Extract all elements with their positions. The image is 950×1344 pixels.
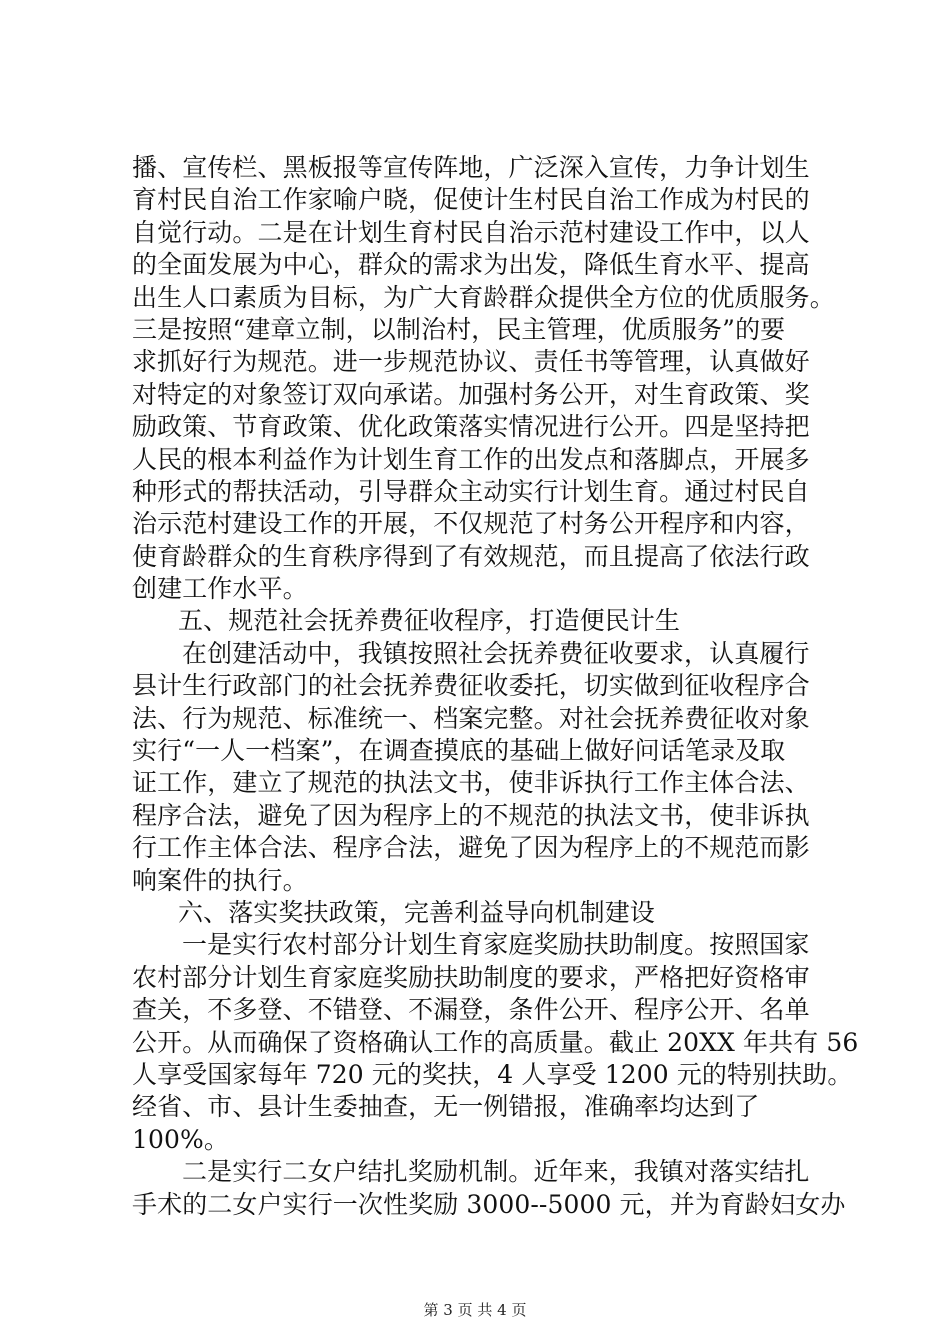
text-line: 县计生行政部门的社会抚养费征收委托，切实做到征收程序合 bbox=[132, 671, 810, 701]
text-line: 的全面发展为中心，群众的需求为出发，降低生育水平、提高 bbox=[132, 250, 810, 280]
section-heading: 六、落实奖扶政策，完善利益导向机制建设 bbox=[178, 897, 655, 927]
text-line: 人民的根本利益作为计划生育工作的出发点和落脚点，开展多 bbox=[132, 444, 810, 474]
text-line: 证工作，建立了规范的执法文书，使非诉执行工作主体合法、 bbox=[132, 768, 810, 798]
text-line: 自觉行动。二是在计划生育村民自治示范村建设工作中，以人 bbox=[132, 217, 810, 247]
text-line: 100%。 bbox=[132, 1124, 229, 1154]
text-line: 育村民自治工作家喻户晓，促使计生村民自治工作成为村民的 bbox=[132, 185, 810, 215]
text-line: 使育龄群众的生育秩序得到了有效规范，而且提高了依法行政 bbox=[132, 541, 810, 571]
text-line: 出生人口素质为目标，为广大育龄群众提供全方位的优质服务。 bbox=[132, 282, 835, 312]
text-line: 实行“一人一档案”，在调查摸底的基础上做好问话笔录及取 bbox=[132, 736, 786, 766]
text-line: 法、行为规范、标准统一、档案完整。对社会抚养费征收对象 bbox=[132, 703, 810, 733]
text-line: 播、宣传栏、黑板报等宣传阵地，广泛深入宣传，力争计划生 bbox=[132, 153, 810, 182]
text-line: 行工作主体合法、程序合法，避免了因为程序上的不规范而影 bbox=[132, 833, 810, 863]
text-line: 经省、市、县计生委抽查，无一例错报，准确率均达到了 bbox=[132, 1092, 760, 1122]
page-footer: 第 3 页 共 4 页 bbox=[423, 1301, 527, 1319]
text-line: 公开。从而确保了资格确认工作的高质量。截止 20XX 年共有 56 bbox=[132, 1027, 859, 1057]
text-line: 求抓好行为规范。进一步规范协议、责任书等管理，认真做好 bbox=[132, 347, 810, 377]
text-line: 手术的二女户实行一次性奖励 3000--5000 元，并为育龄妇女办 bbox=[132, 1189, 846, 1219]
text-line: 程序合法，避免了因为程序上的不规范的执法文书，使非诉执 bbox=[132, 800, 810, 830]
text-line: 二是实行二女户结扎奖励机制。近年来，我镇对落实结扎 bbox=[182, 1157, 810, 1187]
text-line: 人享受国家每年 720 元的奖扶，4 人享受 1200 元的特别扶助。 bbox=[132, 1059, 853, 1089]
text-line: 对特定的对象签订双向承诺。加强村务公开，对生育政策、奖 bbox=[132, 379, 810, 409]
text-line: 农村部分计划生育家庭奖励扶助制度的要求，严格把好资格审 bbox=[132, 962, 810, 992]
text-line: 一是实行农村部分计划生育家庭奖励扶助制度。按照国家 bbox=[182, 930, 810, 960]
text-line: 响案件的执行。 bbox=[132, 865, 308, 895]
text-line: 在创建活动中，我镇按照社会抚养费征收要求，认真履行 bbox=[182, 638, 810, 668]
text-line: 种形式的帮扶活动，引导群众主动实行计划生育。通过村民自 bbox=[132, 476, 810, 506]
text-line: 创建工作水平。 bbox=[132, 574, 308, 604]
document-body bbox=[132, 152, 859, 1221]
text-line: 治示范村建设工作的开展，不仅规范了村务公开程序和内容， bbox=[132, 509, 810, 539]
text-line: 励政策、节育政策、优化政策落实情况进行公开。四是坚持把 bbox=[132, 412, 810, 442]
text-line: 三是按照“建章立制，以制治村，民主管理，优质服务”的要 bbox=[132, 314, 786, 344]
section-heading: 五、规范社会抚养费征收程序，打造便民计生 bbox=[178, 606, 681, 636]
text-line: 查关，不多登、不错登、不漏登，条件公开、程序公开、名单 bbox=[132, 995, 810, 1025]
